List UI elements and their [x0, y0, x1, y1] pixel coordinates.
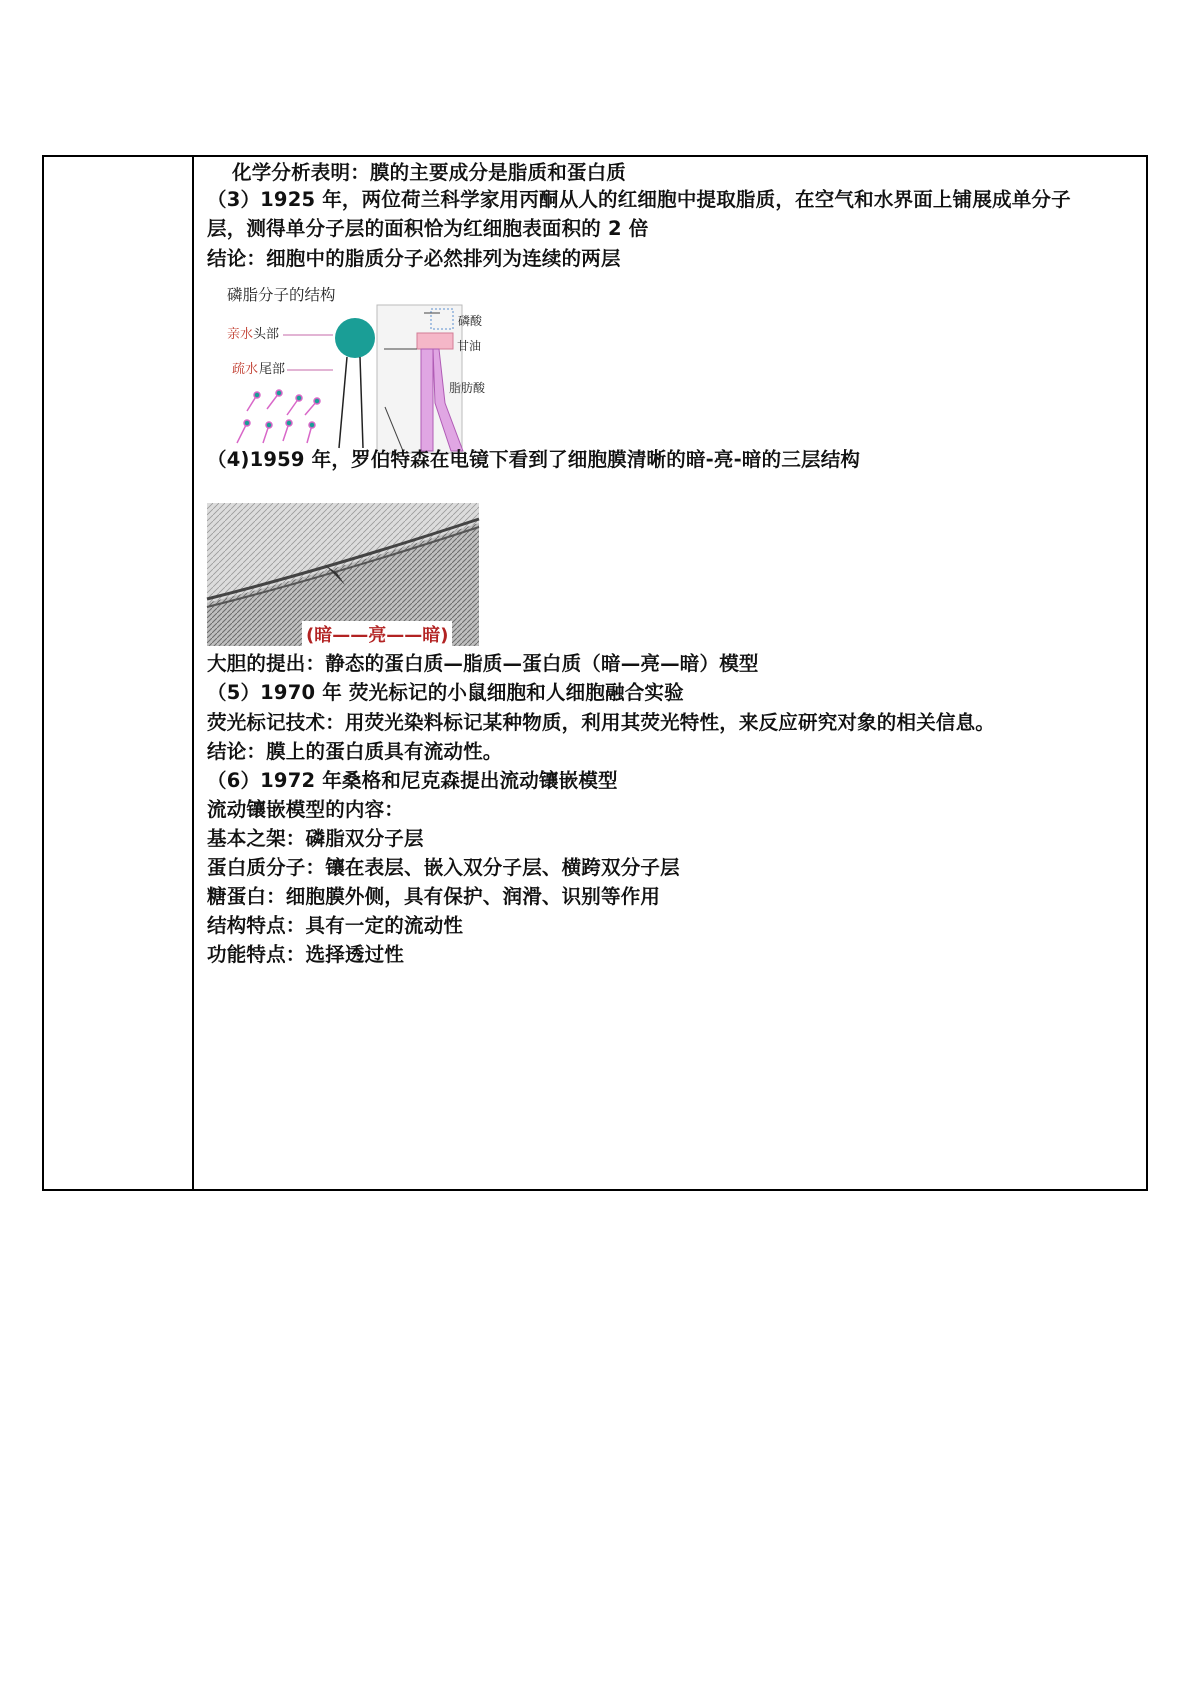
- text-line-1: 化学分析表明：膜的主要成分是脂质和蛋白质: [232, 161, 627, 184]
- text-line-6: 大胆的提出：静态的蛋白质—脂质—蛋白质（暗—亮—暗）模型: [207, 652, 759, 675]
- phospholipid-diagram: [207, 283, 486, 453]
- text-line-14: 糖蛋白：细胞膜外侧，具有保护、润滑、识别等作用: [207, 885, 661, 908]
- text-line-4: 结论：细胞中的脂质分子必然排列为连续的两层: [207, 247, 621, 270]
- text-line-15: 结构特点：具有一定的流动性: [207, 914, 464, 937]
- text-line-12: 基本之架：磷脂双分子层: [207, 827, 424, 850]
- phospholipid-figure-title: 磷脂分子的结构: [227, 286, 336, 304]
- text-line-16: 功能特点：选择透过性: [207, 943, 405, 966]
- electron-micrograph: [207, 503, 479, 646]
- fatty-acid-label: 脂肪酸: [449, 381, 486, 395]
- glycerol-label: 甘油: [457, 339, 482, 353]
- text-line-8: 荧光标记技术：用荧光染料标记某种物质，利用其荧光特性，来反应研究对象的相关信息。: [207, 711, 996, 734]
- text-line-9: 结论：膜上的蛋白质具有流动性。: [207, 740, 503, 763]
- phospholipid-figure: [207, 283, 486, 453]
- tail-label: 尾部: [259, 361, 286, 376]
- phospholipid-head-icon: [335, 318, 375, 358]
- text-line-13: 蛋白质分子：镶在表层、嵌入双分子层、横跨双分子层: [207, 856, 680, 879]
- text-line-7: （5）1970 年 荧光标记的小鼠细胞和人细胞融合实验: [207, 681, 684, 704]
- text-line-5: （4)1959 年，罗伯特森在电镜下看到了细胞膜清晰的暗-亮-暗的三层结构: [207, 448, 861, 471]
- lipid-cluster-icon: [237, 390, 320, 443]
- hydrophilic-label: 亲水: [227, 326, 254, 341]
- text-line-3: 层，测得单分子层的面积恰为红细胞表面积的 2 倍: [207, 217, 649, 240]
- phosphate-label: 磷酸: [458, 314, 483, 328]
- column-divider: [192, 157, 194, 1189]
- content-table: [42, 155, 1148, 1191]
- micrograph-caption: (暗——亮——暗): [302, 621, 452, 647]
- head-label: 头部: [253, 326, 280, 341]
- hydrophobic-label: 疏水: [232, 361, 259, 376]
- text-line-11: 流动镶嵌模型的内容：: [207, 798, 405, 821]
- text-line-10: （6）1972 年桑格和尼克森提出流动镶嵌模型: [207, 769, 618, 792]
- text-line-2: （3）1925 年，两位荷兰科学家用丙酮从人的红细胞中提取脂质，在空气和水界面上铺展成单分子: [207, 188, 1071, 211]
